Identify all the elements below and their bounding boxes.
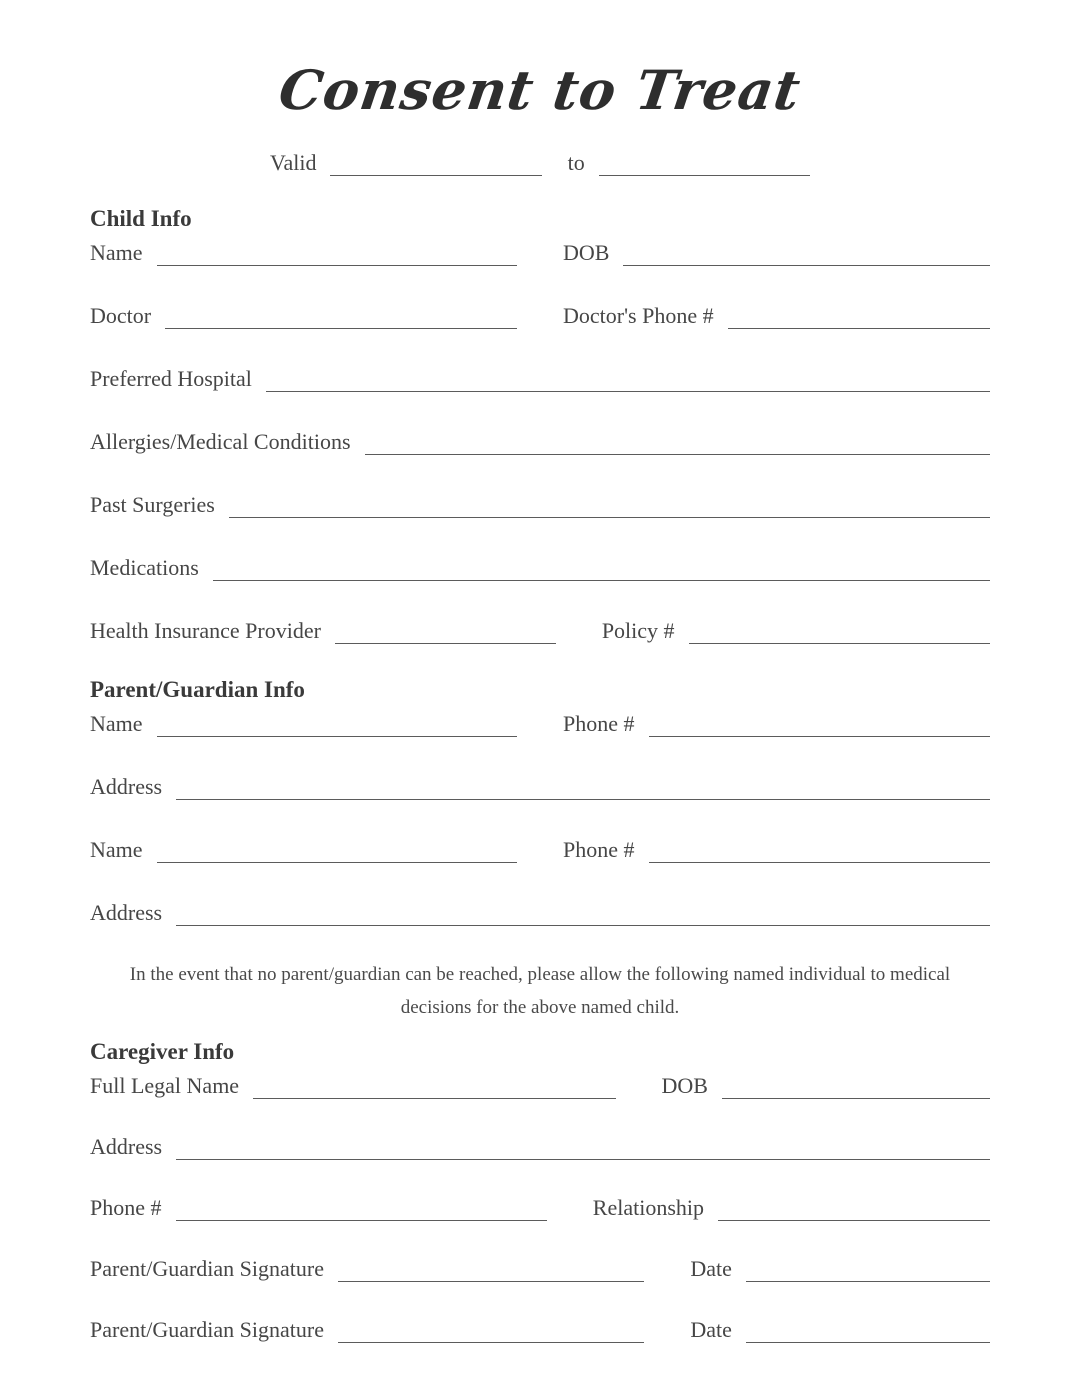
signature2-row	[90, 1313, 990, 1343]
relationship-fieldgroup	[593, 1191, 990, 1221]
doctor-phone-field[interactable]	[728, 299, 990, 329]
parent1-name-field[interactable]	[157, 707, 517, 737]
parent-guardian-section	[90, 677, 990, 926]
signature2-label: Parent/Guardian Signature	[90, 1316, 324, 1342]
caregiver-heading: Caregiver Info	[90, 1038, 235, 1064]
parent2-address-fieldgroup	[90, 896, 990, 926]
preferred-hospital-field[interactable]	[266, 362, 990, 392]
parent2-name-field[interactable]	[157, 833, 517, 863]
parent2-phone-fieldgroup	[563, 833, 990, 863]
parent2-address-label: Address	[90, 900, 163, 926]
child-name-label: Name	[90, 240, 143, 266]
valid-label: Valid	[270, 150, 317, 176]
valid-from-field[interactable]	[330, 146, 541, 176]
policy-fieldgroup	[602, 614, 990, 644]
parent-guardian-heading: Parent/Guardian Info	[90, 677, 305, 703]
relationship-label: Relationship	[592, 1194, 705, 1220]
parent1-address-label: Address	[90, 774, 163, 800]
doctor-fieldgroup	[90, 299, 517, 329]
allergies-row	[90, 425, 990, 455]
child-info-section	[90, 206, 990, 644]
caregiver-name-fieldgroup	[90, 1069, 616, 1099]
date1-field[interactable]	[746, 1252, 990, 1282]
parent2-address-field[interactable]	[176, 896, 990, 926]
caregiver-phone-field[interactable]	[176, 1191, 547, 1221]
relationship-field[interactable]	[718, 1191, 990, 1221]
parent2-name-label: Name	[90, 837, 143, 863]
signature2-fieldgroup	[90, 1313, 644, 1343]
signature1-field[interactable]	[338, 1252, 644, 1282]
allergies-fieldgroup	[90, 425, 990, 455]
signature1-label: Parent/Guardian Signature	[90, 1255, 324, 1281]
policy-field[interactable]	[689, 614, 990, 644]
insurance-fieldgroup	[90, 614, 556, 644]
caregiver-address-field[interactable]	[176, 1130, 990, 1160]
child-info-heading: Child Info	[90, 206, 192, 232]
caregiver-name-label: Full Legal Name	[90, 1072, 240, 1098]
caregiver-address-label: Address	[90, 1133, 163, 1159]
doctor-label: Doctor	[90, 303, 152, 329]
caregiver-phone-fieldgroup	[90, 1191, 547, 1221]
preferred-hospital-label: Preferred Hospital	[90, 366, 252, 392]
child-dob-label: DOB	[563, 240, 610, 266]
medications-row	[90, 551, 990, 581]
insurance-row	[90, 614, 990, 644]
parent1-address-field[interactable]	[176, 770, 990, 800]
date2-fieldgroup	[690, 1313, 990, 1343]
signature1-row	[90, 1252, 990, 1282]
date2-label: Date	[690, 1316, 732, 1342]
medications-field[interactable]	[213, 551, 990, 581]
child-dob-field[interactable]	[623, 236, 990, 266]
valid-to-label: to	[567, 150, 585, 176]
parent1-address-row	[90, 770, 990, 800]
doctor-field[interactable]	[165, 299, 517, 329]
caregiver-name-dob-row	[90, 1069, 990, 1099]
parent1-name-fieldgroup	[90, 707, 517, 737]
parent1-name-label: Name	[90, 711, 143, 737]
insurance-label: Health Insurance Provider	[90, 618, 321, 644]
parent1-phone-field[interactable]	[649, 707, 991, 737]
policy-label: Policy #	[601, 618, 675, 644]
parent1-address-fieldgroup	[90, 770, 990, 800]
parent1-phone-label: Phone #	[563, 711, 635, 737]
child-name-dob-row	[90, 236, 990, 266]
validity-row	[270, 146, 810, 176]
medications-label: Medications	[90, 555, 199, 581]
caregiver-phone-relationship-row	[90, 1191, 990, 1221]
caregiver-dob-label: DOB	[661, 1072, 708, 1098]
doctor-phone-label: Doctor's Phone #	[563, 303, 714, 329]
past-surgeries-field[interactable]	[229, 488, 990, 518]
emergency-note: In the event that no parent/guardian can be reached, please allow the following named individual to medical decisions for the above named child.	[129, 964, 951, 1019]
parent1-phone-fieldgroup	[563, 707, 990, 737]
allergies-label: Allergies/Medical Conditions	[90, 429, 351, 455]
valid-to-field[interactable]	[599, 146, 810, 176]
allergies-field[interactable]	[365, 425, 990, 455]
caregiver-phone-label: Phone #	[90, 1194, 162, 1220]
caregiver-section	[90, 1039, 990, 1343]
child-name-fieldgroup	[90, 236, 517, 266]
parent2-name-phone-row	[90, 833, 990, 863]
child-dob-fieldgroup	[563, 236, 990, 266]
signature1-fieldgroup	[90, 1252, 644, 1282]
preferred-hospital-row	[90, 362, 990, 392]
insurance-field[interactable]	[335, 614, 556, 644]
parent2-name-fieldgroup	[90, 833, 517, 863]
past-surgeries-fieldgroup	[90, 488, 990, 518]
parent2-phone-label: Phone #	[563, 837, 635, 863]
medications-fieldgroup	[90, 551, 990, 581]
doctor-row	[90, 299, 990, 329]
preferred-hospital-fieldgroup	[90, 362, 990, 392]
caregiver-address-row	[90, 1130, 990, 1160]
past-surgeries-label: Past Surgeries	[90, 492, 215, 518]
signature2-field[interactable]	[338, 1313, 644, 1343]
past-surgeries-row	[90, 488, 990, 518]
parent1-name-phone-row	[90, 707, 990, 737]
caregiver-dob-fieldgroup	[662, 1069, 990, 1099]
date1-label: Date	[690, 1255, 732, 1281]
child-name-field[interactable]	[157, 236, 517, 266]
consent-form-page	[90, 0, 990, 1343]
parent2-address-row	[90, 896, 990, 926]
date2-field[interactable]	[746, 1313, 990, 1343]
caregiver-name-field[interactable]	[253, 1069, 615, 1099]
form-title: Consent to Treat	[275, 58, 805, 122]
caregiver-dob-field[interactable]	[722, 1069, 990, 1099]
parent2-phone-field[interactable]	[649, 833, 991, 863]
doctor-phone-fieldgroup	[563, 299, 990, 329]
date1-fieldgroup	[690, 1252, 990, 1282]
caregiver-address-fieldgroup	[90, 1130, 990, 1160]
